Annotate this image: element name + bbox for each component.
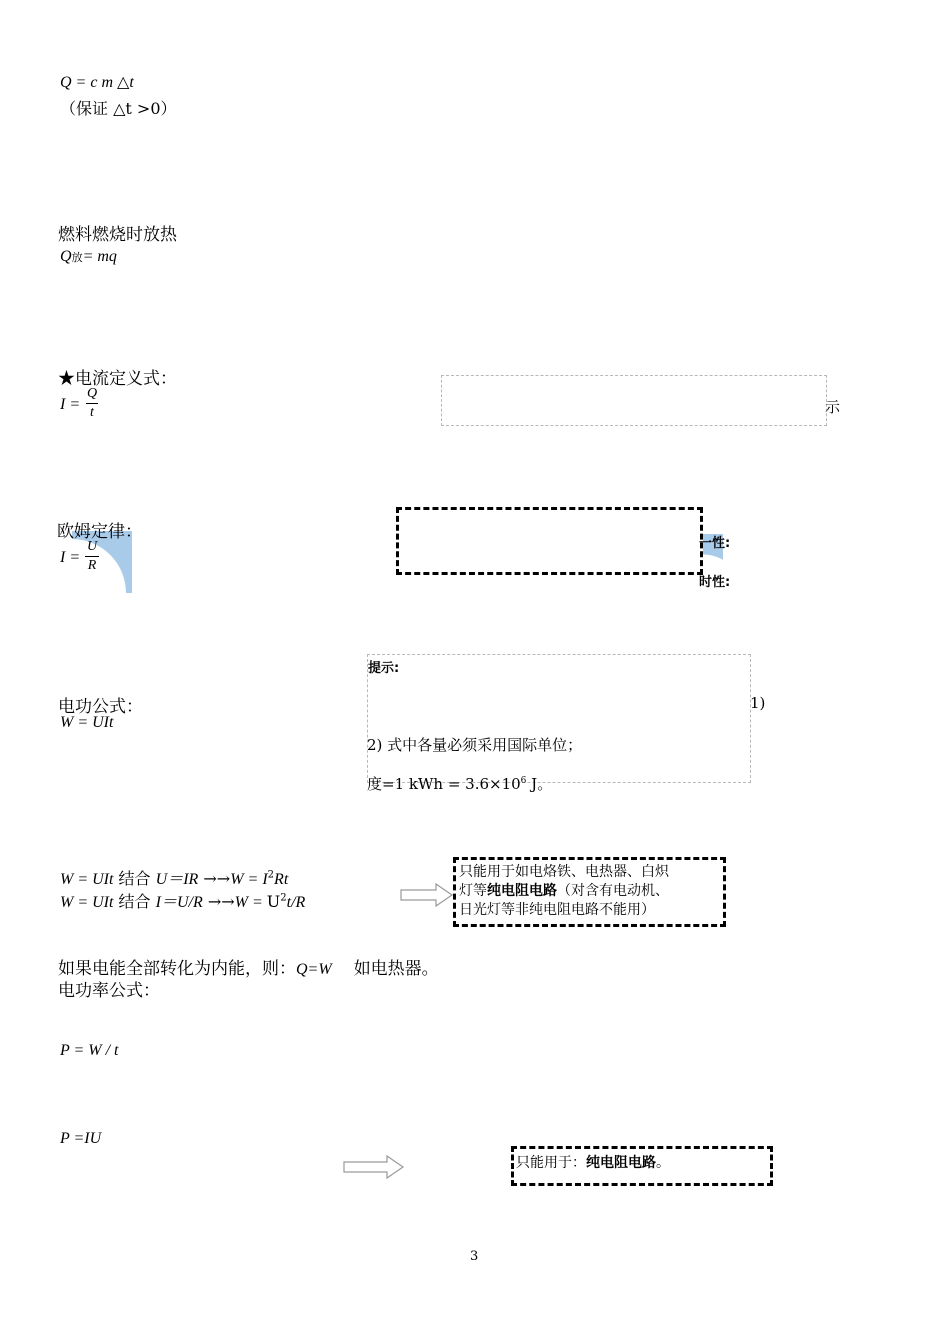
- ohm-side-label-2: 时性:: [699, 575, 731, 590]
- fuel-subscript: 放: [71, 252, 83, 264]
- current-numerator: Q: [86, 386, 98, 401]
- note-line-2-a: 灯等: [459, 883, 487, 899]
- derive1-combine: 结合: [113, 869, 156, 888]
- derive1-w-i: W = I: [230, 871, 268, 888]
- note2-bold: 纯电阻电路: [586, 1155, 656, 1171]
- ohm-fraction: [85, 539, 99, 574]
- derive1-w-uit: W = UIt: [60, 871, 114, 888]
- fuel-q: Q: [60, 248, 72, 265]
- energy-q-w: Q=W: [296, 961, 332, 978]
- ohm-denominator: R: [87, 558, 97, 573]
- derive2-arrows: →→: [202, 892, 235, 911]
- derive2-t-r: t/R: [286, 894, 306, 911]
- current-fraction: [86, 386, 98, 421]
- tip-box: [367, 654, 751, 783]
- note2-suffix: 。: [656, 1155, 670, 1171]
- hollow-arrow-icon: [400, 883, 454, 907]
- fuel-rest: = mq: [82, 248, 117, 265]
- note-line-1: 只能用于如电烙铁、电热器、白炽: [459, 864, 669, 880]
- power-formula-1: P = W / t: [60, 1042, 119, 1059]
- derive1-exponent: 2: [267, 869, 275, 881]
- derive2-exponent: 2: [280, 892, 287, 904]
- tip-item3-exponent: 6: [520, 776, 527, 786]
- heat-formula: Q = c m △t: [60, 74, 134, 91]
- fraction-bar: [85, 556, 99, 557]
- derivation-line-1: [60, 866, 288, 889]
- derive2-i-ur: I＝U/R: [155, 894, 203, 911]
- heat-condition: （保证 △t >0）: [60, 99, 177, 118]
- work-heading: 电功公式：: [58, 697, 143, 717]
- derive2-w: W =: [234, 894, 267, 911]
- derivation-line-2: [60, 889, 305, 912]
- tip-item1-edge: 1): [750, 694, 766, 712]
- energy-example: 如电热器。: [353, 959, 439, 979]
- derive2-combine: 结合: [113, 892, 156, 911]
- ohm-lhs: I =: [60, 549, 81, 566]
- note-line-3: 日光灯等非纯电阻电路不能用）: [459, 902, 655, 918]
- current-note-box: [441, 375, 827, 426]
- ohm-numerator: U: [86, 539, 98, 554]
- derive1-arrows: →→: [198, 869, 231, 888]
- hollow-arrow-icon: [343, 1155, 405, 1179]
- pure-resistance-note-2-text: [516, 1152, 670, 1172]
- fuel-heading: 燃料燃烧时放热: [58, 225, 177, 245]
- energy-text: 如果电能全部转化为内能，则：: [58, 959, 296, 979]
- tip-item2: 2) 式中各量必须采用国际单位；: [367, 736, 583, 754]
- tip-title: 提示:: [368, 661, 400, 676]
- note2-prefix: 只能用于：: [516, 1155, 586, 1171]
- fuel-formula: [60, 248, 117, 266]
- current-box-edge-text: 示: [825, 398, 841, 416]
- derive1-u-ir: U＝IR: [155, 871, 199, 888]
- note-line-2-c: （对含有电动机、: [557, 883, 669, 899]
- current-lhs: I =: [60, 396, 81, 413]
- derive1-rt: Rt: [274, 871, 289, 888]
- pure-resistance-note-text: [459, 863, 669, 920]
- ohm-heading: 欧姆定律：: [57, 522, 142, 542]
- note-line-2: [459, 882, 669, 901]
- page-number: 3: [470, 1249, 479, 1264]
- power-heading: 电功率公式：: [58, 981, 160, 1001]
- note-line-2-bold: 纯电阻电路: [487, 883, 557, 899]
- derive2-u: U: [266, 892, 281, 911]
- tip-item3-suffix: J。: [526, 775, 553, 793]
- ohm-note-box: [396, 507, 703, 575]
- tip-item3: [367, 773, 552, 794]
- derive2-w-uit: W = UIt: [60, 894, 114, 911]
- ohm-side-label-1: 一性:: [699, 536, 731, 551]
- tip-item3-prefix: 度=1 kWh = 3.6×10: [367, 775, 521, 793]
- fraction-bar: [86, 403, 98, 404]
- current-denominator: t: [90, 405, 94, 420]
- current-heading: ★电流定义式：: [58, 369, 177, 389]
- power-formula-2: P =IU: [60, 1130, 102, 1147]
- work-formula: W = UIt: [60, 714, 114, 731]
